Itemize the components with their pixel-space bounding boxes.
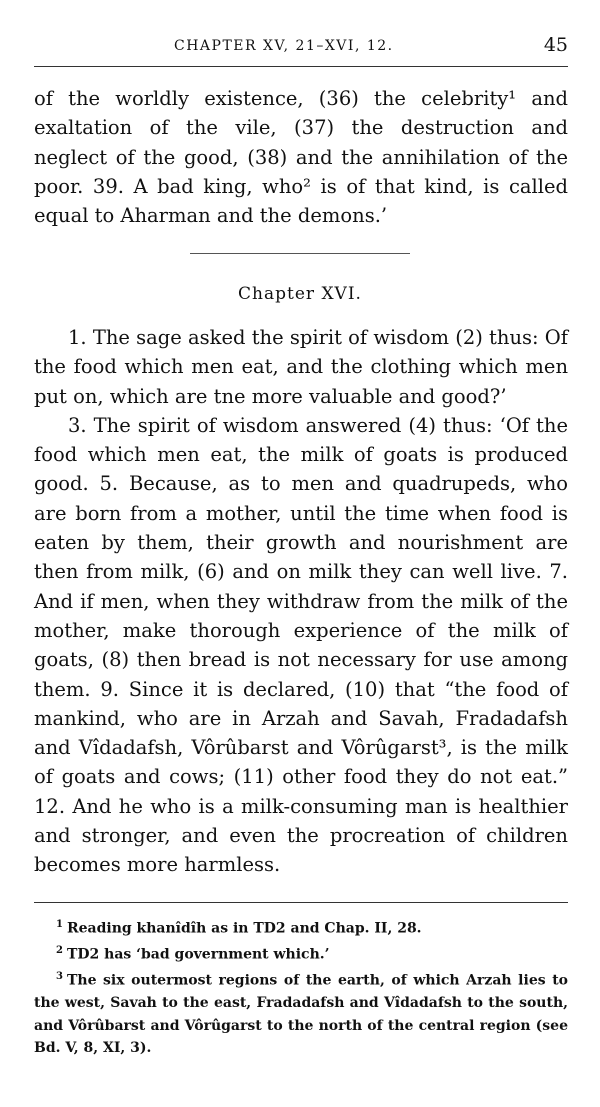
- footnote-text: The six outermost regions of the earth, of which Arzah lies to the west, Savah to the east, Fradadafsh and Vîdadafsh to the south, and Vôrûbarst and Vôrûgarst to the north of the central region (see Bd. V, 8, XI, 3).: [34, 972, 568, 1057]
- page-number: 45: [543, 34, 568, 56]
- footnote-1: [34, 914, 568, 940]
- footnotes: [34, 914, 568, 1060]
- chapter-title: Chapter XVI.: [238, 284, 362, 304]
- footnote-text: Reading khanîdîh as in TD2 and Chap. II, 28.: [66, 920, 422, 937]
- chapter15-continuation: [34, 84, 568, 230]
- footnote-marker: 2: [56, 945, 63, 957]
- footnote-marker: 3: [56, 971, 63, 983]
- header-rule: [34, 66, 568, 67]
- footnote-text: TD2 has ‘bad government which.’: [66, 946, 330, 963]
- chapter15-paragraph: of the worldly existence, (36) the celebrity¹ and exaltation of the vile, (37) the destruction and neglect of the good, (38) and the annihilation of the poor. 39. A bad king, who² is of that kind, is called equal to Aharman and the demons.’: [34, 87, 568, 228]
- chapter16-body: [34, 323, 568, 880]
- section-divider: [190, 253, 410, 254]
- footnote-2: [34, 940, 568, 966]
- footnote-marker: 1: [56, 919, 63, 930]
- running-title: CHAPTER XV, 21–XVI, 12.: [174, 38, 394, 54]
- page-header: [34, 34, 568, 58]
- chapter16-paragraph-1: 1. The sage asked the spirit of wisdom (2) thus: Of the food which men eat, and the clothing which men put on, which are tne more valuable and good?’: [34, 326, 568, 408]
- footnote-rule: [34, 902, 568, 903]
- chapter16-paragraph-2: 3. The spirit of wisdom answered (4) thus: ‘Of the food which men eat, the milk of goats is produced good. 5. Because, as to men and quadrupeds, who are born from a mother, until the time when food is eaten by them, their growth and nourishment are then from milk, (6) and on milk they can well live. 7. And if men, when they withdraw from the milk of the mother, make thorough experience of the milk of goats, (8) then bread is not necessary for use among them. 9. Since it is declared, (10) that “the food of mankind, who are in Arzah and Savah, Fradadafsh and Vîdadafsh, Vôrûbarst and Vôrûgarst³, is the milk of goats and cows; (11) other food they do not eat.” 12. And he who is a milk-consuming man is healthier and stronger, and even the procreation of children becomes more harmless.: [34, 413, 568, 877]
- footnote-3: [34, 966, 568, 1060]
